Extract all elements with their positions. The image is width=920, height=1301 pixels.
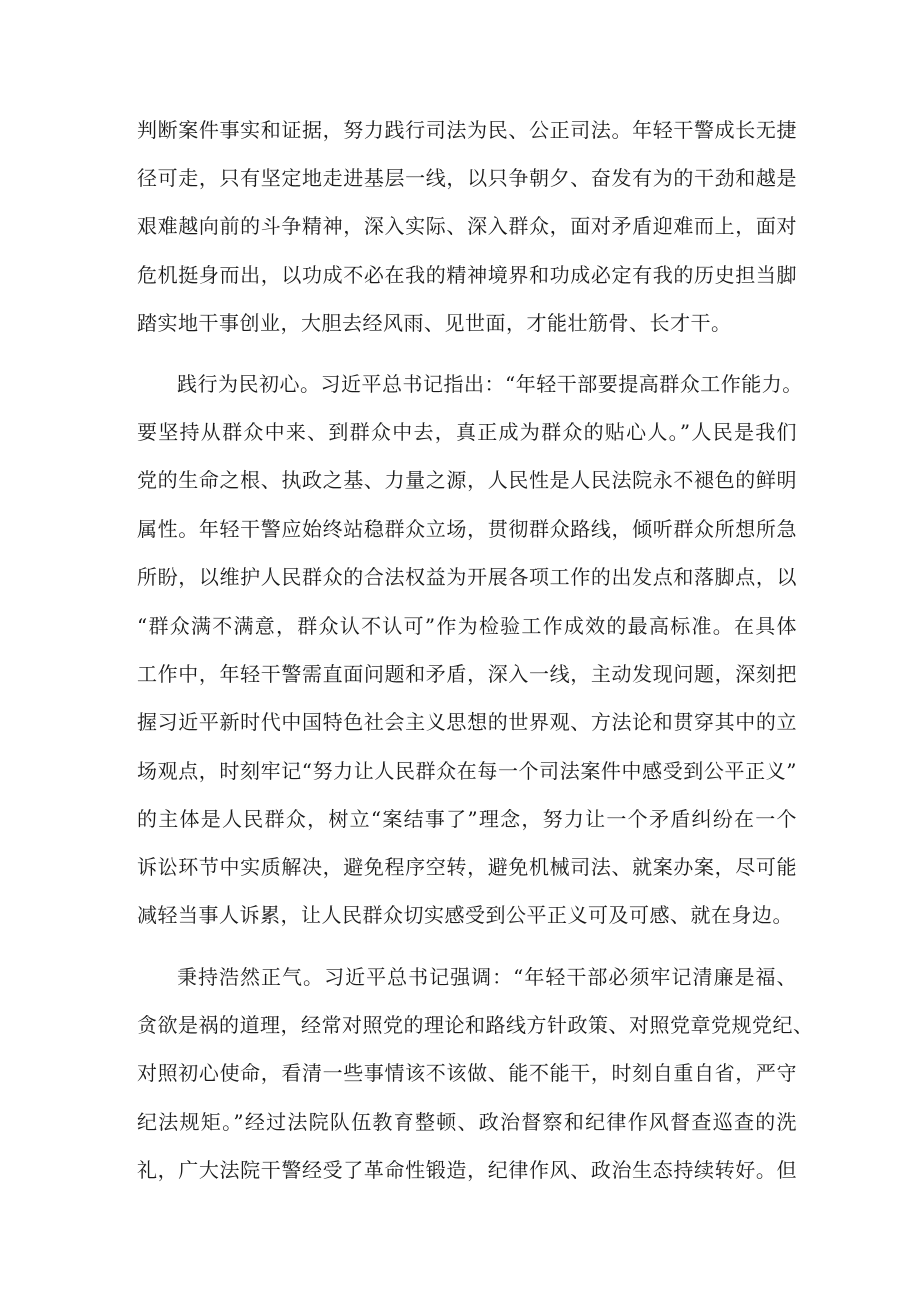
text-line: 对照初心使命，看清一些事情该不该做、能不能干，时刻自重自省，严守 (137, 1061, 797, 1085)
paragraph-heading-line: 秉持浩然正气。习近平总书记强调：“年轻干部必须牢记清廉是福、 (177, 965, 797, 989)
text-line: 艰难越向前的斗争精神，深入实际、深入群众，面对矛盾迎难而上，面对 (137, 214, 797, 238)
text-line: 要坚持从群众中来、到群众中去，真正成为群众的贴心人。”人民是我们 (137, 420, 797, 444)
text-line: 属性。年轻干警应始终站稳群众立场，贯彻群众路线，倾听群众所想所急 (137, 517, 797, 541)
text-line: 工作中，年轻干警需直面问题和矛盾，深入一线，主动发现问题，深刻把 (137, 662, 797, 686)
text-line: 所盼，以维护人民群众的合法权益为开展各项工作的出发点和落脚点，以 (137, 565, 797, 589)
text-line: 纪法规矩。”经过法院队伍教育整顿、政治督察和纪律作风督查巡查的洗 (137, 1110, 797, 1134)
text-line: 贪欲是祸的道理，经常对照党的理论和路线方针政策、对照党章党规党纪、 (137, 1013, 814, 1037)
text-line: 危机挺身而出，以功成不必在我的精神境界和功成必定有我的历史担当脚 (137, 263, 797, 287)
text-line: 的主体是人民群众，树立“案结事了”理念，努力让一个矛盾纠纷在一个 (137, 807, 797, 831)
text-line: 减轻当事人诉累，让人民群众切实感受到公平正义可及可感、就在身边。 (137, 903, 793, 927)
text-line: “群众满不满意，群众认不认可”作为检验工作成效的最高标准。在具体 (137, 614, 797, 638)
text-line: 场观点，时刻牢记“努力让人民群众在每一个司法案件中感受到公平正义” (137, 759, 797, 783)
text-line: 握习近平新时代中国特色社会主义思想的世界观、方法论和贯穿其中的立 (137, 710, 797, 734)
text-line: 党的生命之根、执政之基、力量之源，人民性是人民法院永不褪色的鲜明 (137, 468, 797, 492)
text-line: 径可走，只有坚定地走进基层一线，以只争朝夕、奋发有为的干劲和越是 (137, 166, 797, 190)
text-line: 判断案件事实和证据，努力践行司法为民、公正司法。年轻干警成长无捷 (137, 118, 797, 142)
text-line: 诉讼环节中实质解决，避免程序空转，避免机械司法、就案办案，尽可能 (137, 855, 797, 879)
text-line: 踏实地干事创业，大胆去经风雨、见世面，才能壮筋骨、长才干。 (137, 311, 732, 335)
paragraph-heading-line: 践行为民初心。习近平总书记指出：“年轻干部要提高群众工作能力。 (177, 372, 803, 396)
text-line: 礼，广大法院干警经受了革命性锻造，纪律作风、政治生态持续转好。但 (137, 1158, 797, 1182)
